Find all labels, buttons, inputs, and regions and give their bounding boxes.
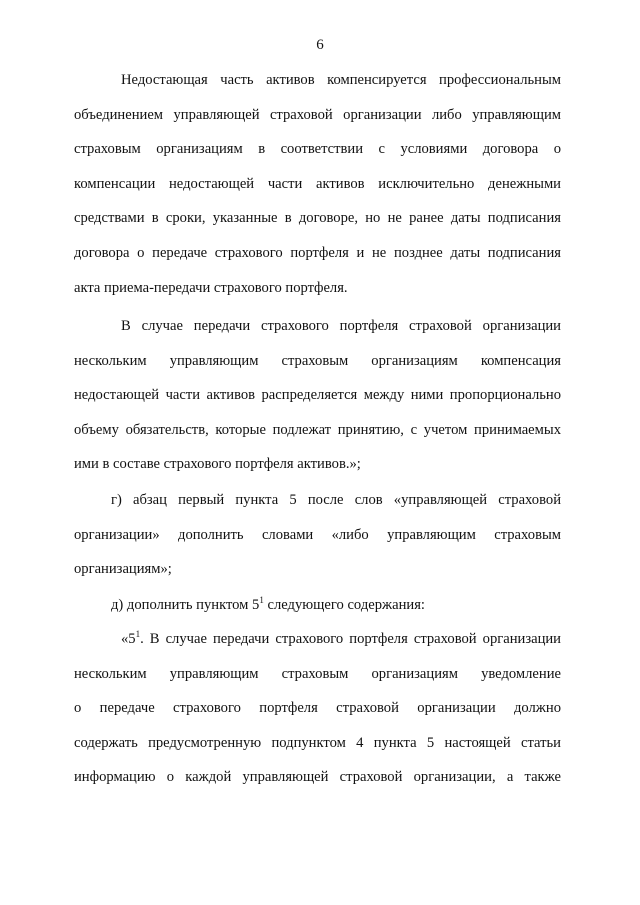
text-fragment: следующего содержания: <box>263 597 425 613</box>
paragraph-point-5-1 <box>74 622 561 795</box>
text-line: Недостающая часть активов компенсируется профессиональным <box>121 72 561 88</box>
paragraph-asset-compensation <box>74 63 561 305</box>
text-line: информацию о каждой управляющей страховой организации, а также <box>74 769 561 786</box>
text-line: содержать предусмотренную подпунктом 4 пункта 5 настоящей статьи <box>74 734 561 751</box>
text-fragment: «5 <box>121 631 136 647</box>
superscript: 1 <box>259 595 264 605</box>
superscript: 1 <box>135 629 141 639</box>
text-line <box>74 622 561 657</box>
text-line: организациям»; <box>74 561 172 578</box>
text-line: нескольким управляющим страховым организациям уведомление <box>74 665 561 682</box>
text-line: договора о передаче страхового портфеля и не позднее даты подписания <box>74 244 561 261</box>
text-fragment: д) дополнить пунктом 5 <box>111 597 260 613</box>
text-fragment: . В случае передачи страхового портфеля страховой организации <box>140 631 561 647</box>
text-line: страховым организациям в соответствии с условиями договора о <box>74 141 561 158</box>
text-line: организации» дополнить словами «либо управляющим страховым <box>74 526 561 543</box>
paragraph-item-d <box>74 588 561 623</box>
text-line: о передаче страхового портфеля страховой организации должно <box>74 700 561 717</box>
text-line: ими в составе страхового портфеля активов.»; <box>74 456 361 473</box>
text-line <box>74 588 561 623</box>
text-line: В случае передачи страхового портфеля страховой организации <box>121 318 561 334</box>
text-line: г) абзац первый пункта 5 после слов «управляющей страховой <box>111 492 561 508</box>
text-line: недостающей части активов распределяется между ними пропорционально <box>74 387 561 404</box>
text-line: нескольким управляющим страховым организациям компенсация <box>74 352 561 369</box>
text-line: средствами в сроки, указанные в договоре, но не ранее даты подписания <box>74 210 561 227</box>
text-line: компенсации недостающей части активов исключительно денежными <box>74 175 561 192</box>
text-line: объединением управляющей страховой организации либо управляющим <box>74 106 561 123</box>
paragraph-item-g <box>74 483 561 587</box>
paragraph-multiple-organizations <box>74 309 561 482</box>
page-number: 6 <box>316 37 324 53</box>
text-line: объему обязательств, которые подлежат принятию, с учетом принимаемых <box>74 421 561 438</box>
text-line: акта приема-передачи страхового портфеля. <box>74 279 348 296</box>
